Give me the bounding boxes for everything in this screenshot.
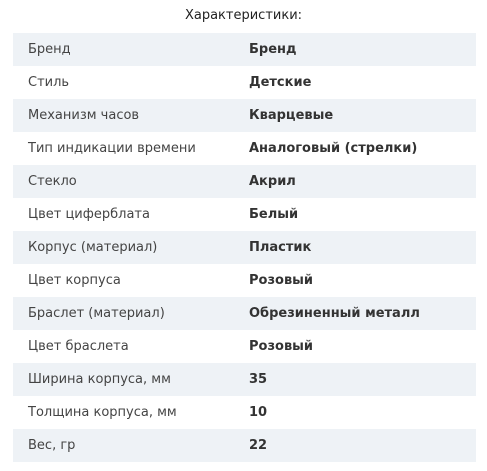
spec-value: Детские [249, 75, 312, 90]
spec-row-glass [13, 165, 476, 198]
spec-value: Акрил [249, 174, 296, 189]
spec-row-style [13, 66, 476, 99]
spec-row-bracelet-material [13, 297, 476, 330]
spec-value: Аналоговый (стрелки) [249, 141, 418, 156]
spec-row-weight [13, 429, 476, 462]
spec-row-case-color [13, 264, 476, 297]
spec-value: Пластик [249, 240, 312, 255]
spec-label: Корпус (материал) [28, 240, 158, 255]
spec-row-bracelet-color [13, 330, 476, 363]
spec-label: Браслет (материал) [28, 306, 165, 321]
spec-value: Белый [249, 207, 299, 222]
spec-label: Стиль [28, 75, 70, 90]
spec-label: Ширина корпуса, мм [28, 372, 171, 387]
spec-row-display-type [13, 132, 476, 165]
spec-value: Розовый [249, 273, 314, 288]
spec-row-case-width [13, 363, 476, 396]
spec-label: Цвет корпуса [28, 273, 121, 288]
spec-row-brand [13, 33, 476, 66]
spec-label: Вес, гр [28, 438, 76, 453]
spec-label: Бренд [28, 42, 71, 57]
spec-label: Цвет циферблата [28, 207, 150, 222]
spec-label: Механизм часов [28, 108, 140, 123]
spec-value: Обрезиненный металл [249, 306, 420, 321]
spec-value: 22 [249, 438, 268, 453]
spec-row-movement [13, 99, 476, 132]
spec-value: Кварцевые [249, 108, 334, 123]
spec-value: Бренд [249, 42, 297, 57]
spec-row-case-material [13, 231, 476, 264]
spec-value: Розовый [249, 339, 314, 354]
spec-label: Толщина корпуса, мм [28, 405, 177, 420]
spec-row-case-thickness [13, 396, 476, 429]
specs-table [13, 33, 476, 462]
spec-row-dial-color [13, 198, 476, 231]
spec-value: 10 [249, 405, 268, 420]
spec-label: Цвет браслета [28, 339, 129, 354]
spec-value: 35 [249, 372, 268, 387]
spec-label: Тип индикации времени [28, 141, 196, 156]
spec-label: Стекло [28, 174, 77, 189]
specs-title: Характеристики: [184, 8, 303, 23]
